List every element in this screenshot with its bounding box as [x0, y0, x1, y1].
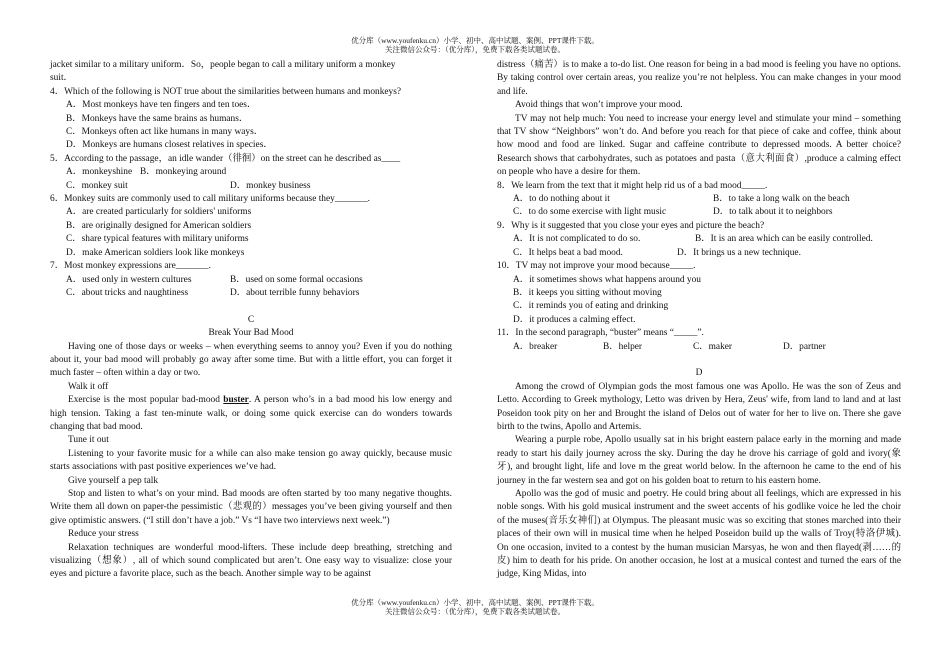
option-4c: C．Monkeys often act like humans in many ways． — [66, 127, 264, 138]
option-6a: A．are created particularly for soldiers' uniforms — [66, 207, 252, 218]
option-6c: C．share typical features with military uniforms — [66, 234, 249, 245]
passage-c-paragraph-5: Relaxation techniques are wonderful mood-lifters. These include deep breathing, stretching and visualizing（想象）, all of which sound complicated but aren’t. One easy way to visualize: close your eyes and picture a favorite place, such as the beach. Another simple way to be against — [50, 542, 452, 580]
option-7b: B．used on some formal occasions — [230, 274, 363, 285]
option-10a: A．it sometimes shows what happens around you — [513, 274, 701, 285]
option-6d: D．make American soldiers look like monkeys — [66, 247, 245, 258]
question-4: 4．Which of the following is NOT true about the similarities between humans and monkeys? — [50, 86, 402, 97]
option-9c: C．It helps beat a bad mood. — [513, 247, 623, 258]
question-8: 8．We learn from the text that it might help rid us of a bad mood_____. — [497, 180, 768, 191]
question-9: 9．Why is it suggested that you close your eyes and picture the beach? — [497, 220, 765, 231]
footer-line-1: 优分库（www.youfenku.cn）小学、初中、高中试题、案例、PPT课件下载。 — [351, 598, 599, 607]
intro-line-2: suit． — [50, 73, 73, 84]
question-10: 10．TV may not improve your mood because_____. — [497, 261, 696, 272]
option-5d: D．monkey business — [230, 180, 311, 191]
right-column — [497, 59, 901, 582]
question-7: 7．Most monkey expressions are_______. — [50, 261, 211, 272]
option-4b: B．Monkeys have the same brains as humans． — [66, 113, 249, 124]
passage-d-paragraph-2: Wearing a purple robe, Apollo usually sat in his bright eastern palace early in the morning and made ready to start his daily journey across the sky. During the day he drove his carriage of gold and ivory(象牙), and brought light, life and love m the great world below. In the afternoon he came to the end of his journey in the far western sea and got on his golden boat to return to his eastern home. — [497, 435, 901, 486]
options-7ab — [50, 274, 452, 287]
buster-word: buster — [223, 395, 249, 406]
passage-c-paragraph-4: Stop and listen to what’s on your mind. Bad moods are often started by too many negative thoughts. Write them all down on paper-the pessimistic（悲观的）messages you’ve been giving yourself and then give optimistic answers. (“I still don’t have a job.” Vs “I have two interviews next week.”) — [50, 488, 452, 526]
option-8a: A．to do nothing about it — [513, 194, 610, 205]
option-4a: A．Most monkeys have ten fingers and ten toes． — [66, 100, 257, 111]
header-line-1: 优分库（www.youfenku.cn）小学、初中、高中试题、案例、PPT课件下载。 — [351, 36, 599, 45]
options-9ab — [497, 233, 901, 246]
options-8ab — [497, 193, 901, 206]
option-5b: B．monkeying around — [140, 167, 227, 178]
passage-d-paragraph-1: Among the crowd of Olympian gods the most famous one was Apollo. He was the son of Zeus and Letto. According to Greek mythology, Letto was driven by Hera, Zeus' wife, from land to land and at last Poseidon took pity on her and Brought the island of Delos out of water for her to live on. There she gave birth to the twins, Apollo and Artemis. — [497, 381, 901, 432]
options-5cd — [50, 180, 452, 193]
option-5c: C．monkey suit — [66, 180, 128, 191]
footer-line-2: 关注微信公众号：（优分库），免费下载各类试题试卷。 — [385, 607, 565, 616]
option-5a: A．monkeyshine — [66, 167, 133, 178]
option-11a: A．breaker — [513, 341, 558, 352]
passage-c-paragraph-7: TV may not help much: You need to increase your energy level and stimulate your mind – something that TV show “Neighbors” won’t do. And before you reach for that piece of cake and coffee, think about how mood and food are linked. Sugar and caffeine contribute to depressed moods. A better choice? Research shows that carbohydrates, such as potatoes and pasta（意大利面食）,produce a calming effect on people who have a desire for them. — [497, 113, 901, 178]
passage-c-paragraph-3: Listening to your favorite music for a while can also make tension go away quickly, because music starts associations with past positive experiences we’ve had. — [50, 448, 452, 473]
options-8cd — [497, 206, 901, 219]
option-11c: C．maker — [693, 341, 733, 352]
options-5ab — [50, 166, 452, 179]
passage-c-paragraph-1: Having one of those days or weeks – when everything seems to annoy you? Even if you do nothing about it, your bad mood will probably go away after some time. But with a little effort, you can forget it much faster – often within a day or two. — [50, 341, 452, 379]
passage-c-heading-pep: Give yourself a pep talk — [68, 475, 159, 486]
option-9a: A．It is not complicated to do so. — [513, 234, 641, 245]
passage-c-paragraph-2: Exercise is the most popular bad-mood buster. A person who’s in a bad mood his low energy and high tension. Taking a fast ten-minute walk, or doing some quick exercise can do wonders towards changing that bad mood. — [50, 395, 452, 432]
options-11 — [497, 341, 901, 354]
option-8d: D．to talk about it to neighbors — [713, 207, 833, 218]
passage-d-paragraph-3: Apollo was the god of music and poetry. He could bring about all feelings, which are expressed in his noble songs. With his gold musical instrument and the sweet accents of his godlike voice he led the choir of the muses(音乐女神们) at Olympus. The pleasant music was so exciting that stones marched into their places of their own will in musical time when he helped Poseidon build up the walls of Troy(特洛伊城). On one occasion, invited to a contest by the human musician Marsyas, he won and then flayed(剥……的皮) him to death for his pride. On another occasion, he lost at a musical contest and turned the ears of the judge, King Midas, into — [497, 488, 901, 580]
section-d-label: D — [695, 368, 703, 379]
option-8b: B．to take a long walk on the beach — [713, 194, 850, 205]
question-11: 11．In the second paragraph, “buster” means “_____”. — [497, 328, 704, 339]
intro-line-1: jacket similar to a military uniform．So，people began to call a military uniform a monkey — [50, 60, 396, 70]
question-6: 6．Monkey suits are commonly used to call military uniforms because they_______. — [50, 194, 370, 205]
option-7c: C．about tricks and naughtiness — [66, 287, 189, 298]
header-line-2: 关注微信公众号：（优分库），免费下载各类试题试卷。 — [385, 45, 565, 54]
option-6b: B．are originally designed for American soldiers — [66, 220, 252, 231]
passage-c-heading-tune: Tune it out — [68, 435, 109, 446]
passage-c-heading-stress: Reduce your stress — [68, 529, 139, 540]
page-footer — [0, 598, 950, 616]
option-10b: B．it keeps you sitting without moving — [513, 287, 662, 298]
option-4d: D．Monkeys are humans closest relatives in species． — [66, 140, 273, 151]
option-11d: D．partner — [783, 341, 826, 352]
page-header — [0, 36, 950, 54]
section-c-label: C — [247, 314, 255, 325]
options-7cd — [50, 287, 452, 300]
passage-c-heading-walk: Walk it off — [68, 381, 109, 392]
section-c-title: Break Your Bad Mood — [208, 328, 294, 339]
option-9d: D．It brings us a new technique. — [677, 247, 801, 258]
left-column — [50, 59, 452, 582]
option-7d: D．about terrible funny behaviors — [230, 287, 360, 298]
option-9b: B．It is an area which can be easily controlled. — [695, 234, 873, 245]
option-10c: C．it reminds you of eating and drinking — [513, 301, 669, 312]
options-9cd — [497, 247, 901, 260]
option-11b: B．helper — [603, 341, 643, 352]
option-7a: A．used only in western cultures — [66, 274, 192, 285]
option-10d: D．it produces a calming effect. — [513, 314, 636, 325]
passage-c-heading-avoid: Avoid things that won’t improve your mood. — [515, 100, 683, 111]
passage-c-paragraph-6: distress（痛苦）is to make a to-do list. One reason for being in a bad mood is feeling you have no options. By taking control over certain areas, you realize you’re not helpless. You can make changes in your mood and life. — [497, 60, 901, 97]
question-5: 5．According to the passage，an idle wander（徘徊）on the street can he described as____ — [50, 153, 401, 164]
option-8c: C．to do some exercise with light music — [513, 207, 667, 218]
